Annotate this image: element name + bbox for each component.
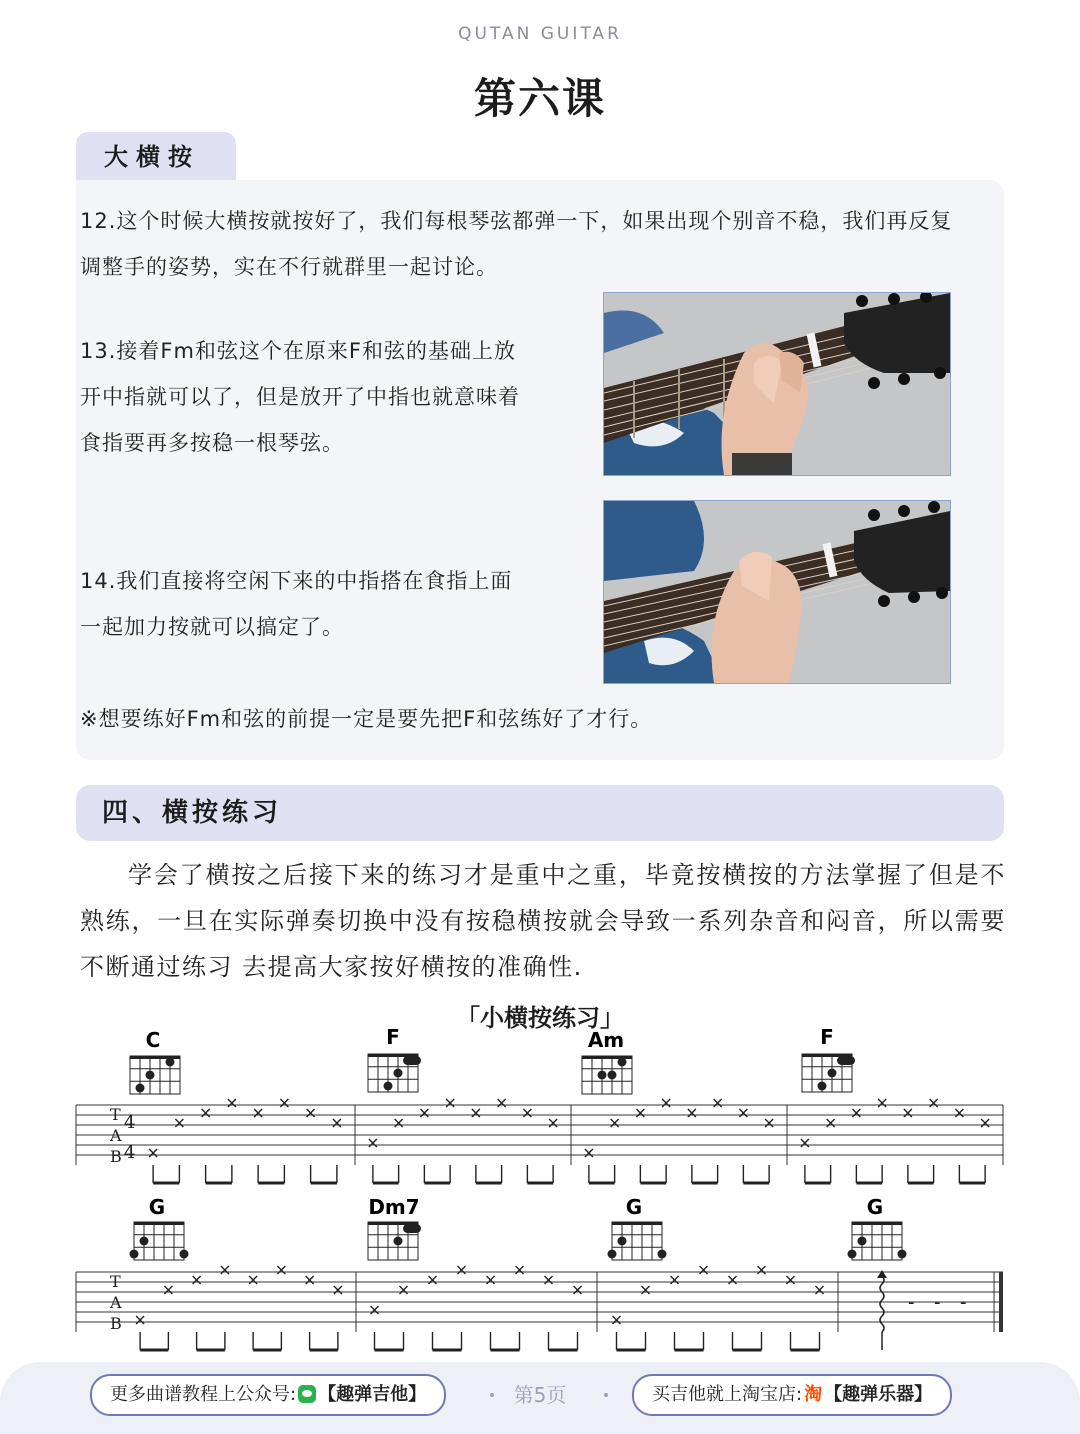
tab-note: [254, 1109, 262, 1117]
chord-name: G: [866, 1195, 884, 1219]
chord-name: G: [148, 1195, 166, 1219]
step-12-line2: 调整手的姿势，实在不行就群里一起讨论。: [80, 255, 498, 279]
tab-note: [729, 1276, 737, 1284]
guitar-photo-fm-chord: [603, 292, 951, 476]
tab-note: [280, 1099, 288, 1107]
tab-note: [487, 1276, 495, 1284]
taobao-icon: 淘: [804, 1384, 823, 1405]
tab-note: [852, 1109, 860, 1117]
tab-note: [149, 1149, 157, 1157]
barre-panel: [76, 180, 1004, 760]
time-sig-top: 4: [124, 1112, 136, 1133]
chord-diagram-f-1: [368, 1025, 421, 1092]
tab-note: [221, 1266, 229, 1274]
tab-note: [613, 1316, 621, 1324]
tab-note: [420, 1109, 428, 1117]
tab-note: [787, 1276, 795, 1284]
tab-note: [193, 1276, 201, 1284]
practice-section-heading: 四、横按练习: [76, 785, 1004, 841]
taobao-promo-text: 买吉他就上淘宝店:: [652, 1384, 803, 1405]
tab-note: [164, 1286, 172, 1294]
taobao-shop-link[interactable]: [632, 1374, 952, 1416]
tab-letter-a: A: [110, 1126, 122, 1145]
tab-note: [636, 1109, 644, 1117]
tab-note: [202, 1109, 210, 1117]
step-13-line1: 13.接着Fm和弦这个在原来F和弦的基础上放: [80, 339, 517, 363]
chord-name: F: [820, 1025, 834, 1049]
tab-note: [333, 1119, 341, 1127]
chord-diagram-f-2: [802, 1025, 855, 1092]
chord-diagram-g-1: [130, 1195, 189, 1260]
tab-note: [498, 1099, 506, 1107]
tab-note: [642, 1286, 650, 1294]
tab-note: [827, 1119, 835, 1127]
tab-note: [816, 1286, 824, 1294]
tab-staff-row-2: [76, 1272, 1003, 1332]
tab-note: [307, 1109, 315, 1117]
tab-note: [739, 1109, 747, 1117]
tab-note: [523, 1109, 531, 1117]
tab-note: [611, 1119, 619, 1127]
tab-note: [801, 1139, 809, 1147]
chord-name: F: [386, 1025, 400, 1049]
tab-staff-row-1: [76, 1105, 1003, 1165]
rest-mark: -: [934, 1292, 941, 1313]
rest-mark: -: [960, 1292, 967, 1313]
tablature-score: [0, 1020, 1080, 1362]
note-line: ※想要练好Fm和弦的前提一定是要先把F和弦练好了才行。: [80, 707, 653, 731]
wechat-promo-text: 更多曲谱教程上公众号:: [110, 1384, 297, 1405]
tab-note: [981, 1119, 989, 1127]
tab-note: [472, 1109, 480, 1117]
tab-note: [688, 1109, 696, 1117]
tab-note: [662, 1099, 670, 1107]
separator-dot: [604, 1393, 608, 1397]
tab-letter-b: B: [110, 1314, 122, 1333]
guitar-photo-finger-stack: [603, 500, 951, 684]
step-13-line2: 开中指就可以了，但是放开了中指也就意味着: [80, 385, 520, 409]
tab-note: [765, 1119, 773, 1127]
tab-note: [446, 1099, 454, 1107]
tab-note: [228, 1099, 236, 1107]
chord-diagram-c: [130, 1028, 180, 1094]
tab-letter-b: B: [110, 1147, 122, 1166]
tab-note: [549, 1119, 557, 1127]
step-12-line1: 12.这个时候大横按就按好了，我们每根琴弦都弹一下，如果出现个别音不稳，我们再反复: [80, 209, 953, 233]
brand-label: QUTAN GUITAR: [458, 24, 622, 44]
tab-note: [758, 1266, 766, 1274]
page-number: 第5页: [513, 1383, 567, 1407]
tab-note: [955, 1109, 963, 1117]
step-14-line2: 一起加力按就可以搞定了。: [80, 615, 344, 639]
footer: [0, 1362, 1080, 1434]
tab-note: [671, 1276, 679, 1284]
rest-mark: -: [908, 1292, 915, 1313]
chord-name: C: [145, 1028, 161, 1052]
tab-note: [904, 1109, 912, 1117]
tab-note: [574, 1286, 582, 1294]
taobao-shop-name: 【趣弹乐器】: [824, 1384, 933, 1405]
tab-note: [458, 1266, 466, 1274]
step-13-line3: 食指要再多按稳一根琴弦。: [80, 431, 344, 455]
tab-note: [371, 1306, 379, 1314]
tab-note: [395, 1119, 403, 1127]
tab-note: [369, 1139, 377, 1147]
tab-note: [306, 1276, 314, 1284]
tab-note: [516, 1266, 524, 1274]
chord-diagram-g-2: [608, 1195, 667, 1260]
tab-note: [930, 1099, 938, 1107]
chord-diagram-am: [582, 1028, 632, 1094]
tab-letter-a: A: [110, 1293, 122, 1312]
tab-note: [400, 1286, 408, 1294]
tab-note: [277, 1266, 285, 1274]
page-title: 第六课: [473, 74, 606, 123]
tab-note: [714, 1099, 722, 1107]
tab-notes-row-2: [136, 1266, 823, 1350]
tab-note: [334, 1286, 342, 1294]
tab-note: [585, 1149, 593, 1157]
practice-intro: 学会了横按之后接下来的练习才是重中之重，毕竟按横按的方法掌握了但是不熟练，一旦在实际弹奏切换中没有按稳横按就会导致一系列杂音和闷音，所以需要不断通过练习 去提高大家按好横按的准确性.: [80, 861, 1006, 981]
exercise-title: 「小横按练习」: [456, 1004, 624, 1032]
chord-name: Dm7: [368, 1195, 420, 1219]
chord-name: Am: [587, 1028, 625, 1052]
tab-note: [700, 1266, 708, 1274]
tab-note: [175, 1119, 183, 1127]
tab-letter-t: T: [110, 1105, 121, 1124]
chord-name: G: [625, 1195, 643, 1219]
tab-notes-row-1: [149, 1099, 989, 1183]
tab-note: [429, 1276, 437, 1284]
wechat-account-name: 【趣弹吉他】: [318, 1384, 427, 1405]
tab-letter-t: T: [110, 1272, 121, 1291]
chord-diagram-g-3: [848, 1195, 907, 1260]
time-sig-bottom: 4: [124, 1142, 136, 1163]
section-tab-barre: 大横按: [76, 132, 236, 182]
tab-note: [249, 1276, 257, 1284]
tab-note: [136, 1316, 144, 1324]
step-14-line1: 14.我们直接将空闲下来的中指搭在食指上面: [80, 569, 513, 593]
tab-note: [545, 1276, 553, 1284]
chord-diagram-dm7: [368, 1195, 421, 1260]
tab-note: [878, 1099, 886, 1107]
